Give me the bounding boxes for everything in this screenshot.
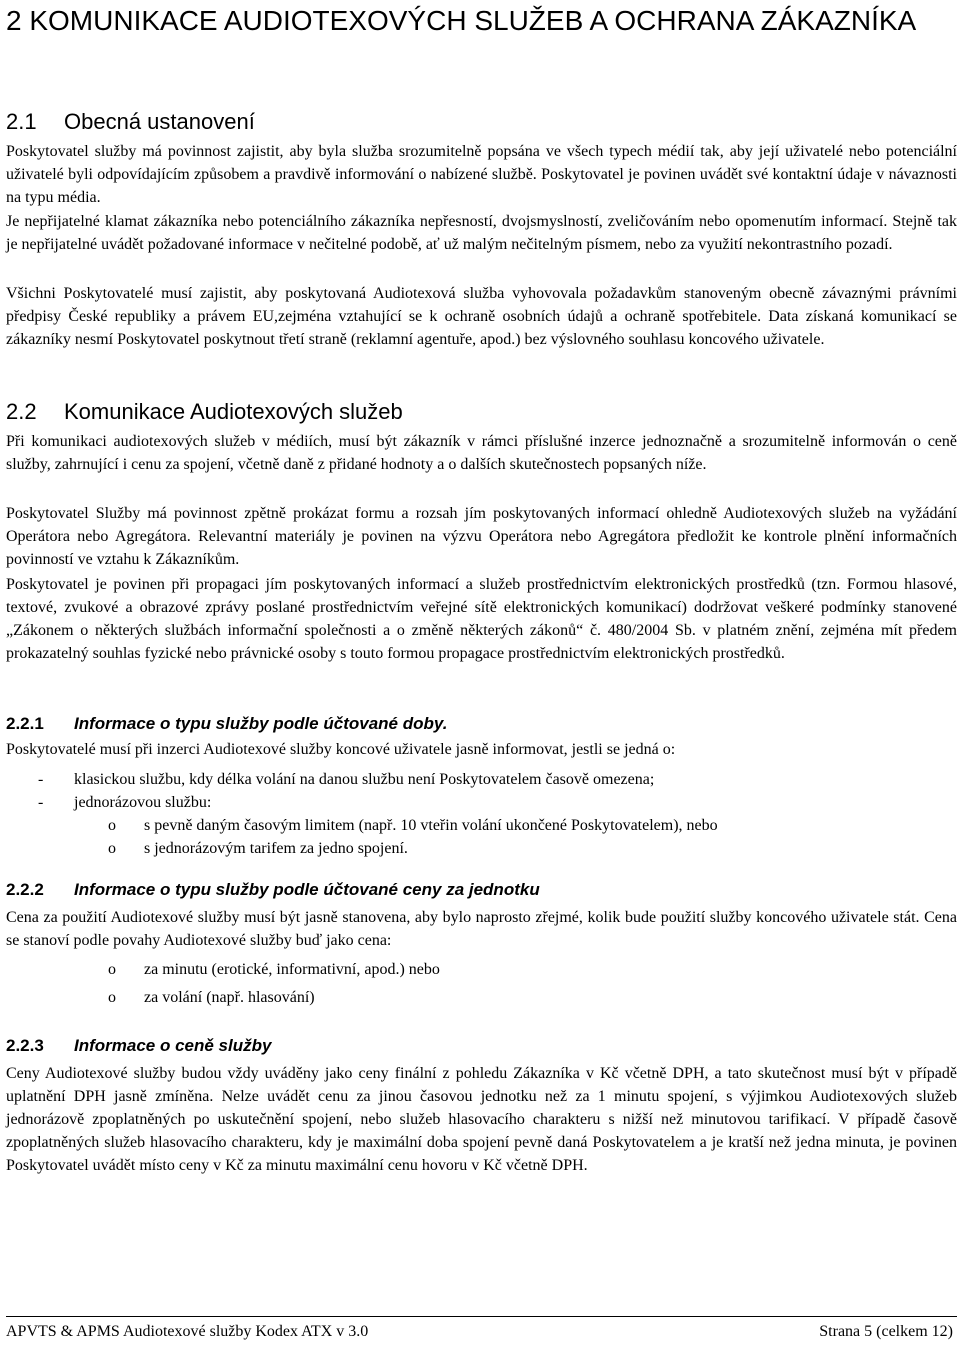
subsection-title: Informace o typu služby podle účtované ceny za jednotku: [74, 880, 540, 899]
list-bullet: o: [108, 817, 116, 834]
subsection-heading-2-2-3: [6, 1036, 271, 1056]
section-heading-2-2: [6, 399, 403, 425]
paragraph: Poskytovatel je povinen při propagaci jím poskytovaných informací a služeb prostřednictvím elektronických prostředků (tzn. Formou hlasové, textové, zvukové a obrazové zprávy poslané prostřednictvím veřejné sítě elektronických komunikací) dodržovat veškeré podmínky stanovené „Zákonem o některých službách informační společnosti a o změně některých zákonů“ č. 480/2004 Sb. v platném znění, zejména mít předem prokazatelný souhlas fyzické nebo právnické osoby s touto formou propagace prostřednictvím elektronických prostředků.: [6, 576, 957, 662]
list-bullet: -: [38, 771, 44, 788]
list-item-text: za minutu (erotické, informativní, apod.) nebo: [144, 961, 440, 978]
subsection-number: 2.2.3: [6, 1036, 44, 1055]
list-bullet: o: [108, 840, 116, 857]
paragraph: Poskytovatel Služby má povinnost zpětně prokázat formu a rozsah jím poskytovaných informací ohledně Audiotexových služeb na vyžádání Operátora nebo Agregátora. Relevantní materiály je povinen na výzvu Operátora nebo Agregátora předložit ke kontrole plnění informačních povinností ve vztahu k Zákazníkům.: [6, 505, 957, 568]
paragraph: Ceny Audiotexové služby budou vždy uváděny jako ceny finální z pohledu Zákazníka v Kč včetně DPH, a tato skutečnost musí být v případě uplatnění DPH jasně zmíněna. Nelze uvádět cenu za jinou časovou jednotku než za 1 minutu spojení, s výjimkou Audiotexových služeb jednorázově zpoplatněných po uskutečnění spojení, nebo služeb hlasovacího charakteru s nižší než minutovou tarifikací. V případě časově zpoplatněných služeb hlasovacího charakteru, kdy je maximální doba spojení pevně daná Poskytovatelem a je kratší než jedna minuta, je povinen Poskytovatel uvádět místo ceny v Kč za minutu maximální cenu hovoru v Kč včetně DPH.: [6, 1065, 957, 1174]
paragraph: Při komunikaci audiotexových služeb v médiích, musí být zákazník v rámci příslušné inzerce jednoznačně a srozumitelně informován o ceně služby, zahrnující i cenu za spojení, včetně daně z přidané hodnoty a o dalších skutečnostech popsaných níže.: [6, 433, 957, 473]
subsection-heading-2-2-1: [6, 714, 447, 734]
list-item-text: s jednorázovým tarifem za jedno spojení.: [144, 840, 408, 857]
subsection-heading-2-2-2: [6, 880, 540, 900]
list-bullet: -: [38, 794, 44, 811]
chapter-heading: 2 KOMUNIKACE AUDIOTEXOVÝCH SLUŽEB A OCHRANA ZÁKAZNÍKA: [6, 5, 917, 36]
section-number: 2.1: [6, 109, 37, 134]
list-item-text: klasickou službu, kdy délka volání na danou službu není Poskytovatelem časově omezena;: [74, 771, 655, 788]
subsection-title: Informace o typu služby podle účtované doby.: [74, 714, 448, 733]
section-title: Komunikace Audiotexových služeb: [64, 399, 403, 424]
list-item-text: za volání (např. hlasování): [144, 989, 315, 1006]
paragraph: Je nepřijatelné klamat zákazníka nebo potenciálního zákazníka nepřesností, dvojsmyslností, zveličováním nebo opomenutím informací. Stejně tak je nepřijatelné uvádět požadované informace v nečitelné podobě, ať už malým nečitelným písmem, nebo za využití nekontrastního pozadí.: [6, 213, 957, 253]
footer-page-number: Strana 5 (celkem 12): [819, 1323, 953, 1340]
paragraph: Poskytovatelé musí při inzerci Audiotexové služby koncové uživatele jasně informovat, jestli se jedná o:: [6, 741, 676, 758]
list-item-text: jednorázovou službu:: [74, 794, 212, 811]
paragraph: Poskytovatel služby má povinnost zajistit, aby byla služba srozumitelně popsána ve všech typech médií tak, aby její uživatelé nebo potenciální uživatelé byli odpovídajícím způsobem a pravdivě informování o nabízené službě. Poskytovatel je povinen uvádět své kontaktní údaje v návaznosti na typu média.: [6, 143, 957, 206]
section-heading-2-1: [6, 109, 255, 135]
section-title: Obecná ustanovení: [64, 109, 255, 134]
list-bullet: o: [108, 961, 116, 978]
paragraph: Cena za použití Audiotexové služby musí být jasně stanovena, aby bylo naprosto zřejmé, kolik bude použití služby koncového uživatele stát. Cena se stanoví podle povahy Audiotexové služby buď jako cena:: [6, 909, 957, 949]
footer-document-title: APVTS & APMS Audiotexové služby Kodex ATX v 3.0: [6, 1323, 369, 1340]
subsection-number: 2.2.1: [6, 714, 44, 733]
list-bullet: o: [108, 989, 116, 1006]
section-number: 2.2: [6, 399, 37, 424]
list-item-text: s pevně daným časovým limitem (např. 10 vteřin volání ukončené Poskytovatelem), nebo: [144, 817, 718, 834]
paragraph: Všichni Poskytovatelé musí zajistit, aby poskytovaná Audiotexová služba vyhovovala požadavkům stanoveným obecně závaznými právními předpisy České republiky a právem EU,zejména vztahující se k ochraně osobních údajů a ochraně spotřebitele. Data získaná komunikací se zákazníky nesmí Poskytovatel poskytnout třetí straně (reklamní agentuře, apod.) bez výslovného souhlasu koncového uživatele.: [6, 285, 957, 348]
subsection-title: Informace o ceně služby: [74, 1036, 272, 1055]
subsection-number: 2.2.2: [6, 880, 44, 899]
footer-divider: [6, 1316, 957, 1317]
